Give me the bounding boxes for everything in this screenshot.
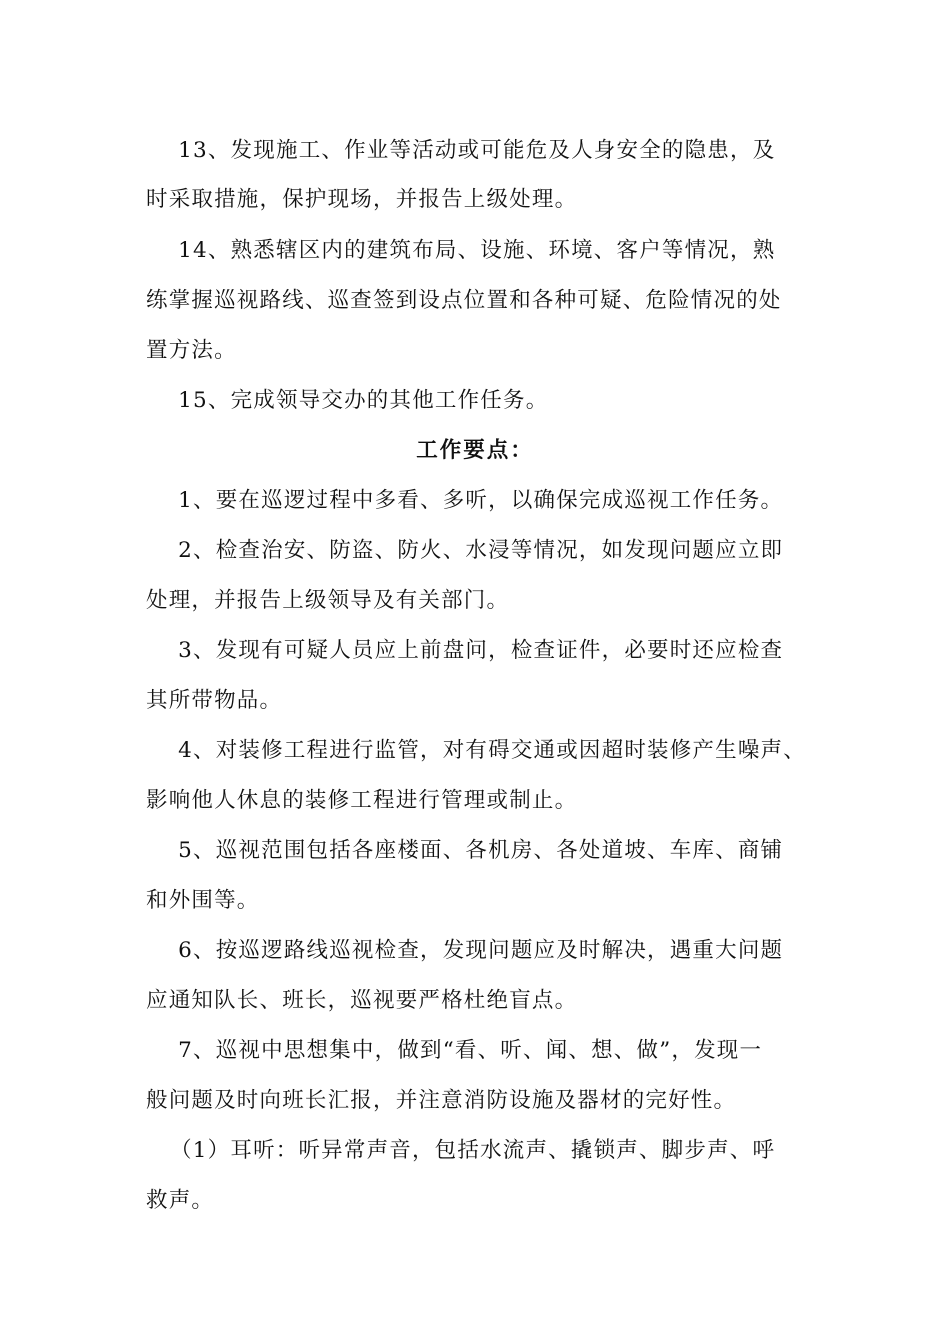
point-3-line-1: 3、发现有可疑人员应上前盘问，检查证件，必要时还应检查	[146, 638, 784, 663]
point-5-line-2: 和外围等。	[146, 888, 260, 913]
point-7-line-2: 般问题及时向班长汇报，并注意消防设施及器材的完好性。	[146, 1088, 737, 1113]
paragraph-13-line-1: 13、发现施工、作业等活动或可能危及人身安全的隐患，及	[146, 138, 776, 163]
point-4-line-1: 4、对装修工程进行监管，对有碍交通或因超时装修产生噪声、	[146, 738, 806, 763]
point-1-line-1: 1、要在巡逻过程中多看、多听，以确保完成巡视工作任务。	[146, 488, 784, 513]
point-5-line-1: 5、巡视范围包括各座楼面、各机房、各处道坡、车库、商铺	[146, 838, 784, 863]
paragraph-13-line-2: 时采取措施，保护现场，并报告上级处理。	[146, 187, 578, 212]
point-6-line-2: 应通知队长、班长，巡视要严格杜绝盲点。	[146, 988, 578, 1013]
point-2-line-1: 2、检查治安、防盗、防火、水浸等情况，如发现问题应立即	[146, 538, 784, 563]
point-4-line-2: 影响他人休息的装修工程进行管理或制止。	[146, 788, 578, 813]
paragraph-14-line-1: 14、熟悉辖区内的建筑布局、设施、环境、客户等情况，熟	[146, 238, 776, 263]
point-3-line-2: 其所带物品。	[146, 688, 283, 713]
paragraph-14-line-3: 置方法。	[146, 338, 237, 363]
point-7-line-1: 7、巡视中思想集中，做到“看、听、闻、想、做”，发现一	[146, 1038, 763, 1063]
subpoint-1-line-1: （1）耳听：听异常声音，包括水流声、撬锁声、脚步声、呼	[146, 1138, 776, 1163]
section-heading: 工作要点：	[416, 438, 534, 463]
point-6-line-1: 6、按巡逻路线巡视检查，发现问题应及时解决，遇重大问题	[146, 938, 784, 963]
subpoint-1-line-2: 救声。	[146, 1188, 215, 1213]
point-2-line-2: 处理，并报告上级领导及有关部门。	[146, 588, 510, 613]
paragraph-15-line-1: 15、完成领导交办的其他工作任务。	[146, 388, 549, 413]
paragraph-14-line-2: 练掌握巡视路线、巡查签到设点位置和各种可疑、危险情况的处	[146, 288, 782, 313]
